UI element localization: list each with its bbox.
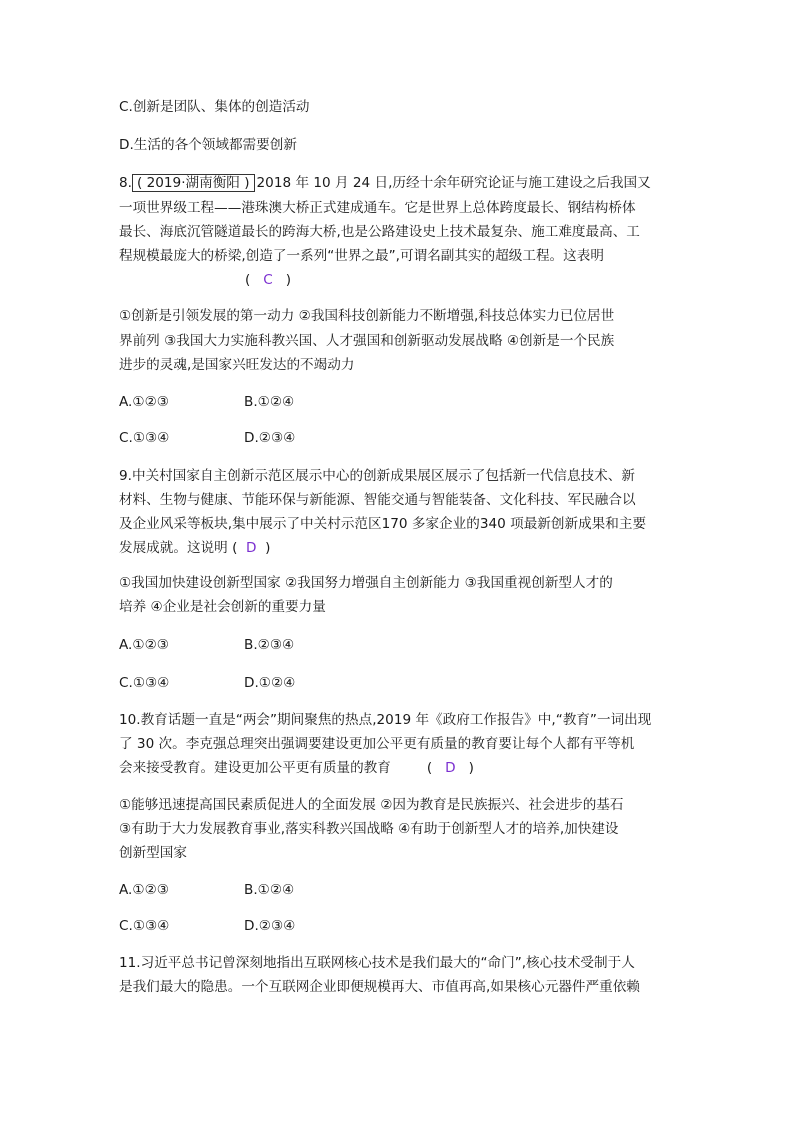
q10-line-1: 10.教育话题一直是“两会”期间聚焦的热点,2019 年《政府工作报告》中,“教育”一词出现 — [119, 712, 652, 728]
q9-line-1: 9.中关村国家自主创新示范区展示中心的创新成果展区展示了包括新一代信息技术、新 — [119, 468, 635, 484]
q9-line-4: 发展成就。这说明 ( D ) — [119, 540, 271, 556]
q10-statement-2: ③有助于大力发展教育事业,落实科教兴国战略 ④有助于创新型人才的培养,加快建设 — [119, 821, 619, 837]
prev-option-d: D.生活的各个领域都需要创新 — [119, 137, 297, 153]
prev-option-c: C.创新是团队、集体的创造活动 — [119, 99, 310, 115]
q9-option-c: C.①③④ — [119, 675, 170, 691]
q8-text-1: 2018 年 10 月 24 日,历经十余年研究论证与施工建设之后我国又 — [256, 175, 651, 191]
q10-statement-3: 创新型国家 — [119, 845, 187, 861]
q8-line-3: 最长、海底沉管隧道最长的跨海大桥,也是公路建设史上技术最复杂、施工难度最高、工 — [119, 224, 640, 240]
q10-option-c: C.①③④ — [119, 918, 170, 934]
q8-line-2: 一项世界级工程——港珠澳大桥正式建成通车。它是世界上总体跨度最长、钢结构桥体 — [119, 200, 636, 216]
q9-option-b: B.②③④ — [244, 637, 295, 653]
q9-option-d: D.①②④ — [244, 675, 296, 691]
q10-option-b: B.①②④ — [244, 882, 295, 898]
q8-answer: C — [263, 272, 273, 288]
q10-option-a: A.①②③ — [119, 882, 169, 898]
q8-line-4: 程规模最庞大的桥梁,创造了一系列“世界之最”,可谓名副其实的超级工程。这表明 — [119, 248, 604, 264]
q8-statement-1: ①创新是引领发展的第一动力 ②我国科技创新能力不断增强,科技总体实力已位居世 — [119, 308, 615, 324]
q8-option-a: A.①②③ — [119, 394, 169, 410]
q9-statement-1: ①我国加快建设创新型国家 ②我国努力增强自主创新能力 ③我国重视创新型人才的 — [119, 575, 613, 591]
q8-option-b: B.①②④ — [244, 394, 295, 410]
q9-answer: D — [246, 540, 257, 556]
q10-statement-1: ①能够迅速提高国民素质促进人的全面发展 ②因为教育是民族振兴、社会进步的基石 — [119, 797, 624, 813]
q8-option-d: D.②③④ — [244, 430, 296, 446]
q11-line-1: 11.习近平总书记曾深刻地指出互联网核心技术是我们最大的“命门”,核心技术受制于人 — [119, 955, 635, 971]
q8-statement-3: 进步的灵魂,是国家兴旺发达的不竭动力 — [119, 357, 355, 373]
q10-line-2: 了 30 次。李克强总理突出强调要建设更加公平更有质量的教育要让每个人都有平等机 — [119, 736, 635, 752]
q8-number: 8. — [119, 175, 132, 191]
q9-line-2: 材料、生物与健康、节能环保与新能源、智能交通与智能装备、文化科技、军民融合以 — [119, 492, 636, 508]
q8-line-1 — [119, 173, 651, 193]
q10-line-3: 会来接受教育。建设更加公平更有质量的教育 ( D ) — [119, 760, 474, 776]
q8-source-box: ( 2019·湖南衡阳 ) — [132, 174, 255, 192]
q10-answer: D — [445, 760, 456, 776]
q8-answer-blank: ( C ) — [245, 272, 292, 288]
q9-option-a: A.①②③ — [119, 637, 169, 653]
q10-option-d: D.②③④ — [244, 918, 296, 934]
q8-statement-2: 界前列 ③我国大力实施科教兴国、人才强国和创新驱动发展战略 ④创新是一个民族 — [119, 333, 615, 349]
q9-line-3: 及企业风采等板块,集中展示了中关村示范区170 多家企业的340 项最新创新成果和主要 — [119, 516, 647, 532]
q11-line-2: 是我们最大的隐患。一个互联网企业即便规模再大、市值再高,如果核心元器件严重依赖 — [119, 979, 640, 995]
q8-option-c: C.①③④ — [119, 430, 170, 446]
q9-statement-2: 培养 ④企业是社会创新的重要力量 — [119, 599, 326, 615]
